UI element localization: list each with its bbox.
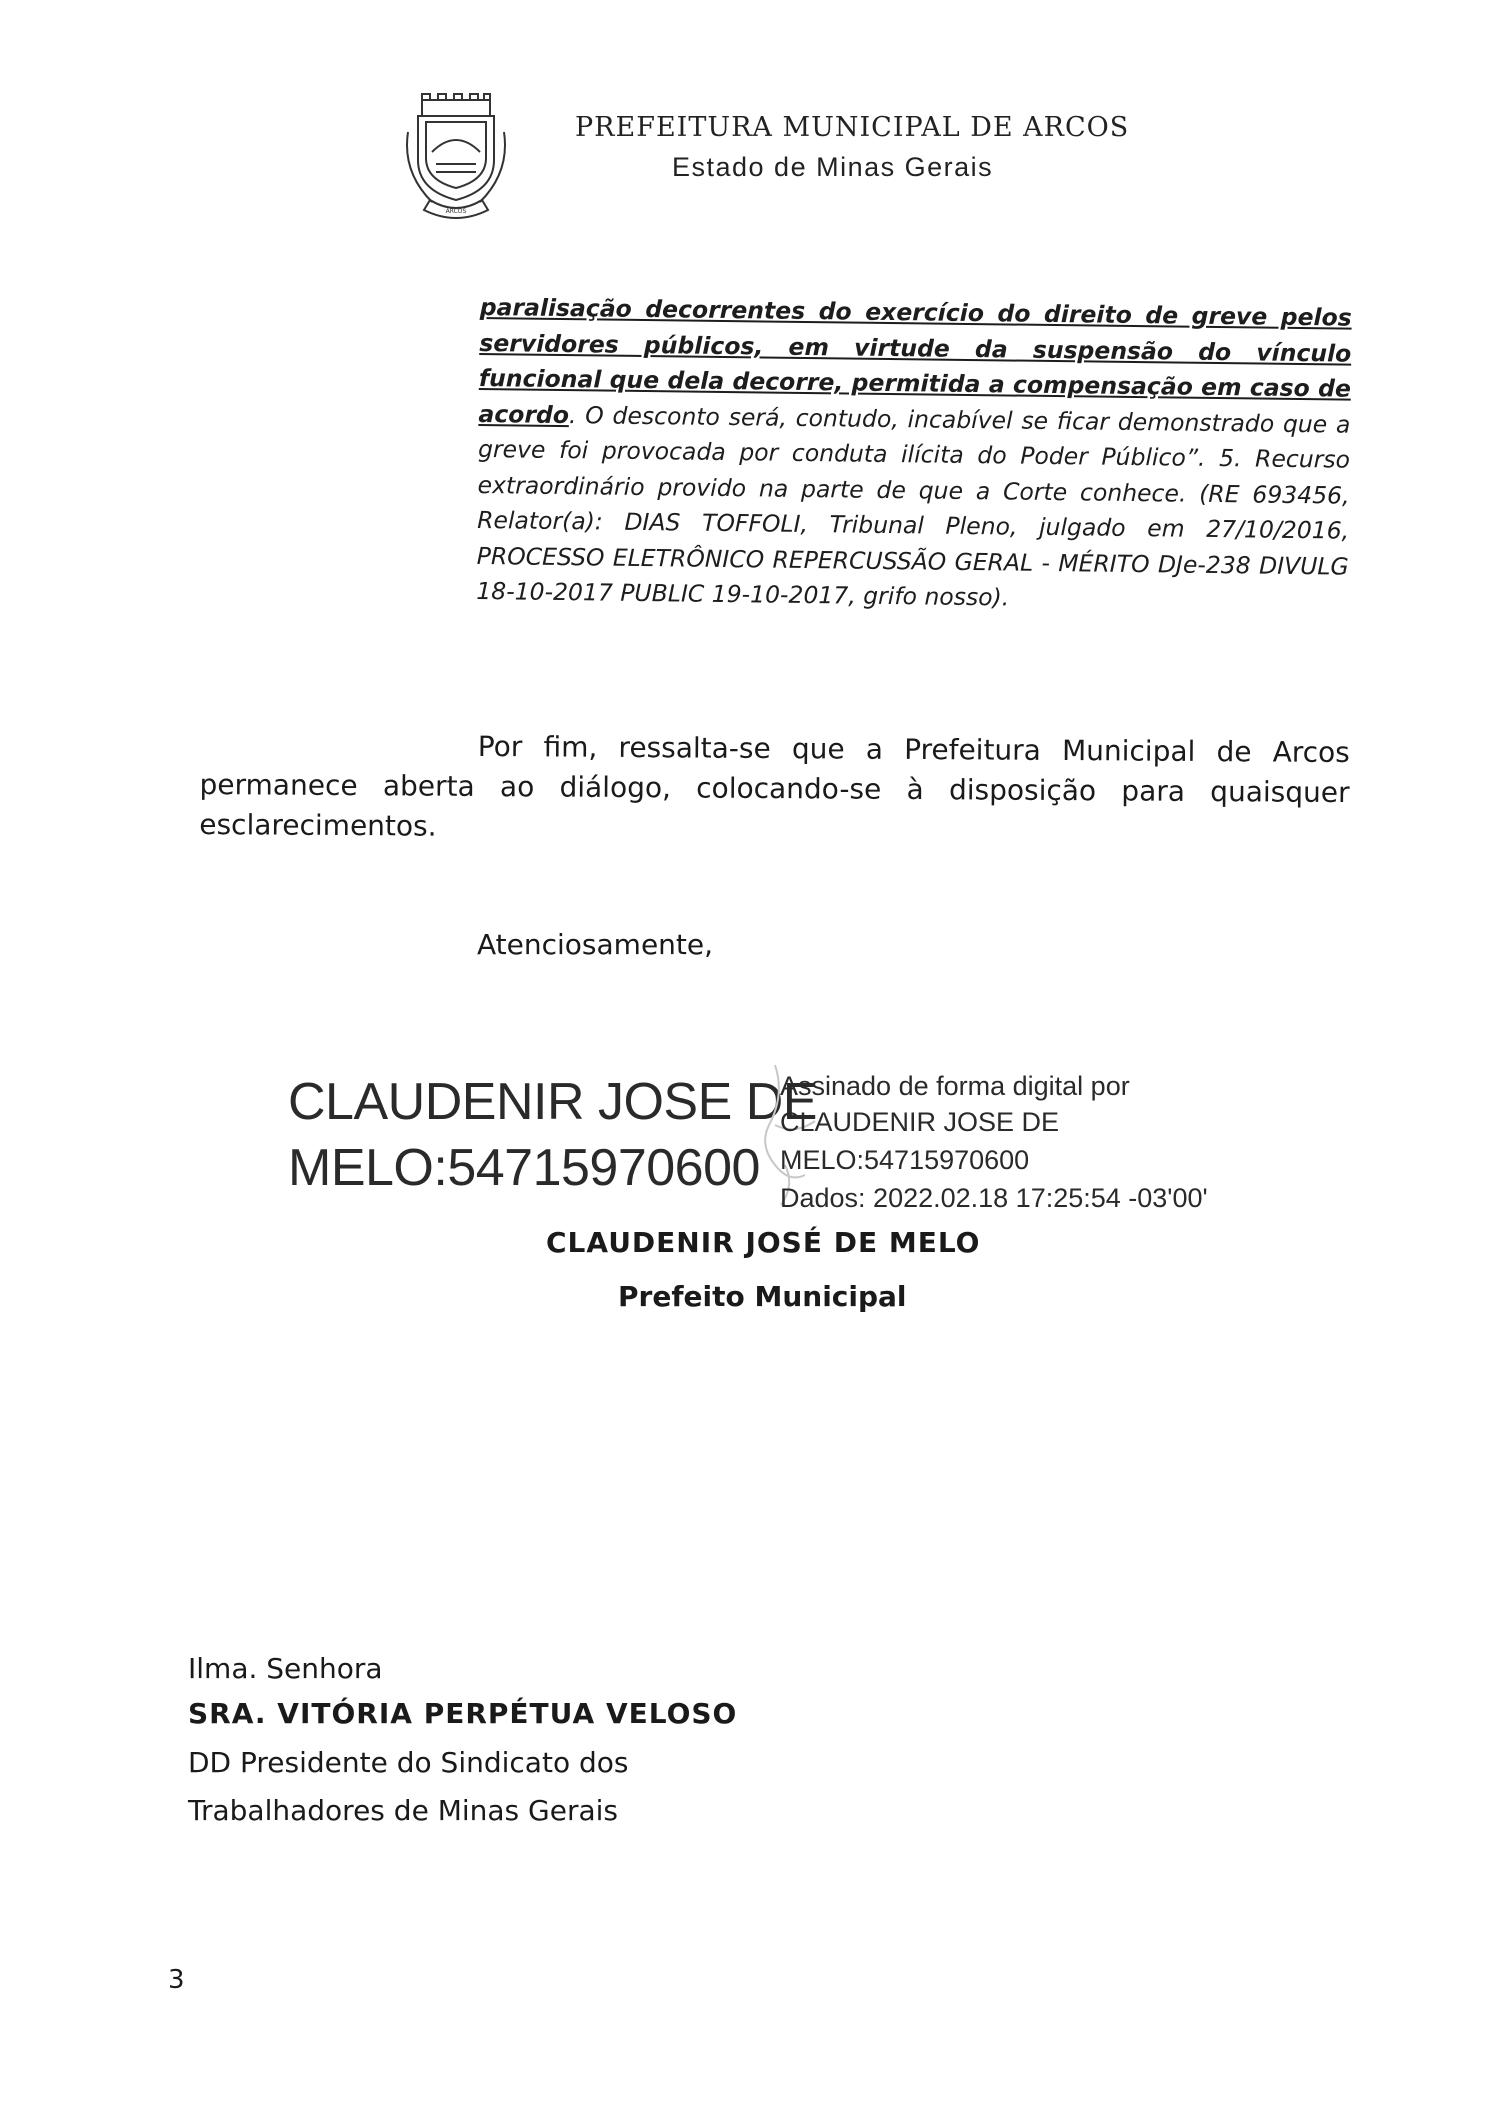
signature-info-line-2: CLAUDENIR JOSE DE xyxy=(780,1107,1060,1137)
page-number: 3 xyxy=(168,1965,185,1995)
signer-name: CLAUDENIR JOSÉ DE MELO xyxy=(546,1226,981,1259)
signature-info-line-1: Assinado de forma digital por xyxy=(780,1071,1130,1101)
signature-name-line-2: MELO:54715970600 xyxy=(288,1139,760,1197)
header-subtitle: Estado de Minas Gerais xyxy=(672,152,994,182)
header-title: PREFEITURA MUNICIPAL DE ARCOS xyxy=(575,112,1130,143)
svg-text:ARCOS: ARCOS xyxy=(445,208,467,215)
body-paragraph: Por fim, ressalta-se que a Prefeitura Municipal de Arcos permanece aberta ao diálogo, colocando-se à disposição para quaisquer esclarecimentos. xyxy=(199,729,1350,843)
closing-line: Atenciosamente, xyxy=(477,928,714,961)
signature-name-line-1: CLAUDENIR JOSE DE xyxy=(288,1073,817,1131)
legal-quote xyxy=(476,290,1352,620)
municipal-crest-icon xyxy=(400,92,512,222)
addressee-line-2: Trabalhadores de Minas Gerais xyxy=(188,1794,618,1827)
quote-rest: . O desconto será, contudo, incabível se ficar demonstrado que a greve foi provocada por conduta ilícita do Poder Público”. 5. Recurso extraordinário provido na parte de que a Corte conhece. (RE 693456, Relator(a): DIAS TOFFOLI, Tribunal Pleno, julgado em 27/10/2016, PROCESSO ELETRÔNICO REPERCUSSÃO GERAL - MÉRITO DJe-238 DIVULG 18-10-2017 PUBLIC 19-10-2017, grifo nosso). xyxy=(476,400,1351,612)
signer-role: Prefeito Municipal xyxy=(618,1280,907,1313)
addressee-name: SRA. VITÓRIA PERPÉTUA VELOSO xyxy=(188,1697,738,1730)
signature-info-line-3: MELO:54715970600 xyxy=(780,1145,1030,1175)
quote-highlight: paralisação decorrentes do exercício do direito de greve pelos servidores públicos, em virtude da suspensão do vínculo funcional que dela decorre, permitida a compensação em caso de acordo xyxy=(478,292,1352,429)
addressee-line-1: DD Presidente do Sindicato dos xyxy=(188,1746,629,1779)
signature-info-line-4: Dados: 2022.02.18 17:25:54 -03'00' xyxy=(780,1183,1208,1213)
addressee-salutation: Ilma. Senhora xyxy=(188,1652,383,1685)
